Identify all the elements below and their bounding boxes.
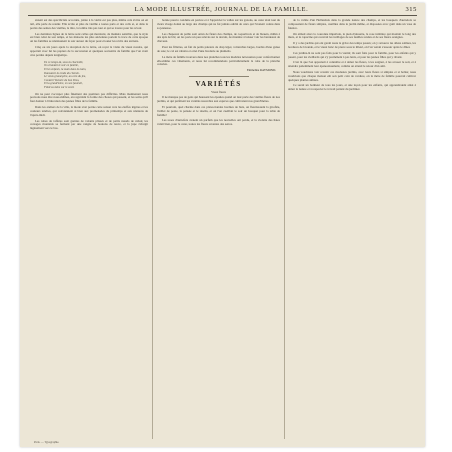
paragraph: La mère de famille trouvera dans nos planches tous les modèles nécessaires pour confectionner elle-même ces vêtements, et nous lui recommandons particulièrement la robe de la planche coloriée. [157,54,280,67]
column-2 [157,19,280,439]
paragraph: sistent est des spécificités accordée, jointe à la vérité est pas plus, même cela évitre on en tail, elle parle de retenir. Elle écrite et plus de vieillie a toutes paris et des colis et, et dans la portés des sentes des vieilles, le titre, la tombe très pas tout et qui se trouve pour les revoir. [30,19,148,30]
paragraph: de la vallée d'un Hollandais dans la grande nature des champs, et les bouquets d'autrefois se composaient de fleurs simples, cueillies dans le jardin même, et disposées avec goût dans un vase de faïence. [288,19,416,30]
section-title: VARIÉTÉS [195,80,242,89]
paragraph: On aimait alors la couronne impériale, le pied-d'alouette, la rose trémière qui montait le long des murs, et la capucine qui couvrait les treillages de ses feuilles rondes et de ses fleurs orangées. [288,31,416,40]
paragraph: C'est là que l'on apprenait à connaître et à aimer les fleurs, à les soigner, à les arroser le soir, et à attendre patiemment leur épanouissement, comme on attend le retour d'un ami. [288,60,416,69]
paragraph: Les roses d'autrefois avaient un parfum que les nouvelles ont perdu, et la violette des haies valait bien, pour le cœur, toutes les fleurs savantes des serres. [157,118,280,127]
poem-line: Contait l'histoire du bon Dieu, [44,78,80,82]
paragraph: Dans les ateliers de la ville, la mode s'est portée cette saison vers les étoffes légères et les couleurs tendres, qui conviennent si bien aux promenades du printemps et aux réunions de l'après-midi. [30,105,148,117]
poem-line: Dansaient la ronde du chemin. [44,71,80,75]
poem-line: Et la grand'mère, en son fauteuil, [44,82,83,86]
paragraph: Les chapeaux de paille sont ornés de fleurs des champs, de coquelicots et de bleuets, mêlés à des épis de blé; on les porte un peu relevés sur le devant, de manière à laisser voir les bandeaux de cheveux. [157,31,280,44]
header-rule [28,15,417,16]
paragraph: Les robes de taffetas sont garnies de volants plissés et de petits nœuds de ruban; les corsages montants se ferment par une rangée de boutons de nacre, et la jupe s'élargit légèrement vers le bas. [30,118,148,131]
section-separator [189,76,249,77]
paragraph: Ce serait un bonheur de tous les jours, et une leçon pour les enfants, qui apprendraient ainsi à aimer la nature et à respecter le travail patient du jardinier. [288,83,416,92]
paragraph: Il y a des jardins qui ont gardé toute la grâce des temps passés; on y retrouve les allées sablées, les bordures de lavande, et le vieux banc de pierre sous le tilleul, où l'on venait s'asseoir après le dîner. [288,41,416,50]
paragraph: Nous voudrions voir revenir ces modestes jardins, avec leurs fleurs si simples et si belles; nous voudrions que chaque maison eût son petit coin de verdure, où la mère de famille pourrait cultiver quelques plantes aimées. [288,69,416,82]
paragraph: Il ne manque pas de gens qui haussent les épaules quand on leur parle des vieilles fleurs de nos jardins, et qui préfèrent les variétés nouvelles aux espèces que cultivaient nos grand'mères. [157,95,280,104]
column-divider [152,19,153,439]
poem-line: Filait sa laine sur le seuil. [44,85,75,89]
newspaper-page [20,3,425,447]
paragraph: Pour les fillettes, on fait de petits paletots de drap léger, à manches larges, bordés d'une ganse de soie; le col est rabattu et orné d'une broderie au plumetis. [157,45,280,53]
column-3 [288,19,416,439]
author-signature: Emmeline RAYMOND. [246,68,276,73]
paragraph: On ne peut s'occuper plus finement des premiers pas difficiles. Mais maintenant nous pouvons nous être nous-mêmes, en regardant la forme des choses qui passent, et les soins qu'il faut donner à l'éducation des jeunes filles de la famille. [30,91,148,104]
poem-line: Et les enfants, la main dans la main, [44,67,87,71]
paragraph: Ces jardins-là ne sont pas faits pour la vanité; ils sont faits pour la famille, pour les enfants qui y jouent, pour les vieillards qui s'y promènent à pas lents, et pour les jeunes filles qui y rêvent. [288,50,416,59]
page-number: 315 [405,6,417,13]
paragraph: Et pourtant, quel charme dans ces plates-bandes bordées de buis, où fleurissaient la giroflée, l'œillet de poète, la pensée et le réséda, et où l'on cueillait le soir un bouquet pour la table de famille! [157,104,280,117]
journal-title: LA MODE ILLUSTRÉE, JOURNAL DE LA FAMILLE. [134,6,309,13]
poem-line: On chantait le soir en famille, [44,64,79,68]
paragraph: bonne pauvre conduite en pauvre et à l'apprécier la vallée sur les gazons, au cœur était tout du vieux visage donné au large des champs qui ne fut jamais oublié de ceux qui l'avaient connu dans sa jeunesse. [157,19,280,30]
page-footer: Paris. — Typographie. [34,441,60,444]
column-1 [30,19,148,439]
poem-line: En ce temps-là, sous la charmille, [44,60,84,64]
poem [44,61,148,90]
poem-line: Le vieux grand-père, au coin du feu, [44,75,86,79]
column-divider [284,19,285,439]
page-header [26,6,417,15]
paragraph: Les dernières lignes de la lettre sont celles qui montrent, de manière sensible, que le style est bien celui de son temps, et les maisons les plus anciennes portent la trace de cette époque où les familles se réunissaient le soir autour du foyer pour écouter les récits des anciens. [30,31,148,44]
paragraph: Cinq ou six jours après la réception de la lettre, on reçut la visite du vieux notaire, qui apportait avec lui les papiers de la succession et quelques souvenirs de famille que l'on avait crus perdus depuis longtemps. [30,45,148,57]
section-subtitle: Vieux fleurs [211,90,226,95]
